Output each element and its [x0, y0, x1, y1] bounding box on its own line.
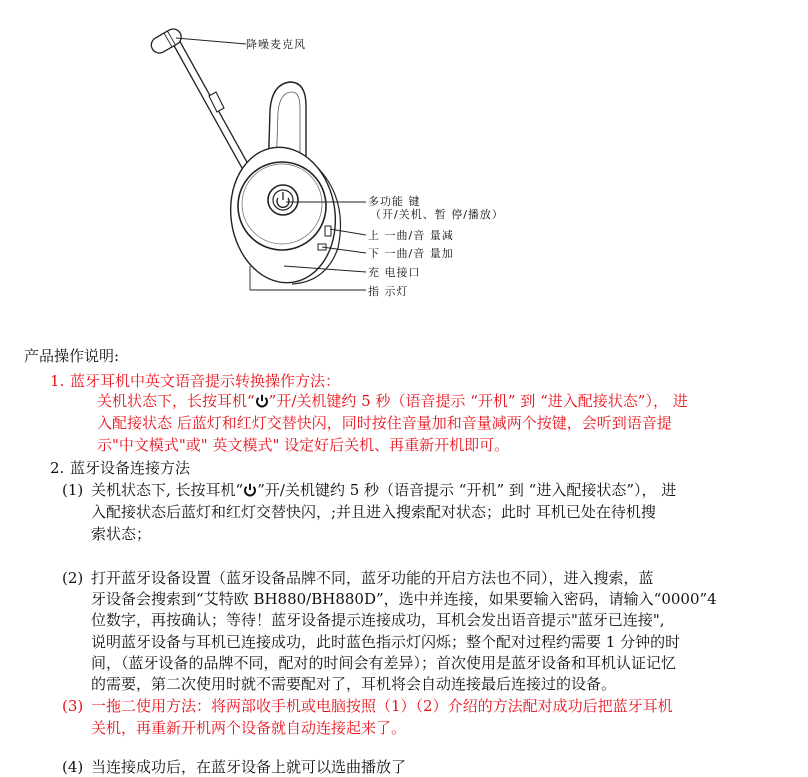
headset-diagram — [0, 0, 808, 320]
callout-mic: 降噪麦克风 — [246, 38, 306, 51]
text: ”开/关机键约 5 秒（语音提示 “开机” 到 “进入配接状态”）， 进 — [257, 481, 677, 499]
text: 关机状态下, 长按耳机“ — [91, 481, 244, 499]
step-2-line-1: 打开蓝牙设备设置（蓝牙设备品牌不同，蓝牙功能的开启方法也不同），进入搜索，蓝 — [91, 569, 654, 587]
section-1-number: 1. — [50, 372, 65, 390]
step-2-line-4: 说明蓝牙设备与耳机已连接成功，此时蓝色指示灯闪烁；整个配对过程约需要 1 分钟的时 — [91, 633, 681, 651]
step-1-line-2: 入配接状态后蓝灯和红灯交替快闪，;并且进入搜索配对状态；此时 耳机已处在待机搜 — [91, 503, 656, 521]
section-2-title: 蓝牙设备连接方法 — [70, 459, 191, 477]
text: 关机状态下，长按耳机“ — [97, 392, 255, 410]
step-2-number: (2) — [62, 569, 84, 587]
step-1-number: (1) — [62, 481, 84, 499]
step-2-line-5: 间，（蓝牙设备的品牌不同，配对的时间会有差异）；首次使用是蓝牙设备和耳机认证记忆 — [91, 654, 677, 672]
section-1-line-2: 入配接状态 后蓝灯和红灯交替快闪，同时按住音量加和音量减两个按键，会听到语音提 — [97, 414, 672, 432]
step-4-line-1: 当连接成功后，在蓝牙设备上就可以选曲播放了 — [91, 758, 407, 776]
step-1-line-3: 索状态； — [91, 525, 152, 543]
callout-indicator: 指 示灯 — [368, 285, 409, 298]
heading: 产品操作说明: — [24, 347, 120, 365]
callout-prev-vol-down: 上 一曲/音 量减 — [368, 229, 454, 242]
section-2-number: 2. — [50, 459, 65, 477]
power-icon — [243, 483, 257, 497]
callout-charge-port: 充 电接口 — [368, 266, 421, 279]
step-2-line-2: 牙设备会搜索到“艾特欧 BH880/BH880D”，选中并连接，如果要输入密码，请输入“0000”4 — [91, 590, 717, 608]
step-3-line-1: 一拖二使用方法：将两部收手机或电脑按照（1）（2）介绍的方法配对成功后把蓝牙耳机 — [91, 697, 673, 715]
section-1-line-1 — [97, 391, 688, 411]
step-4-number: (4) — [62, 758, 84, 776]
step-3-line-2: 关机，再重新开机两个设备就自动连接起来了。 — [91, 719, 407, 737]
text: ”开/关机键约 5 秒（语音提示 “开机” 到 “进入配接状态”）， 进 — [268, 392, 688, 410]
step-1-line-1 — [91, 480, 676, 500]
step-2-line-3: 位数字，再按确认；等待！蓝牙设备提示连接成功，耳机会发出语音提示"蓝牙已连接", — [91, 611, 665, 629]
section-1-line-3: 示"中文模式"或" 英文模式" 设定好后关机、再重新开机即可。 — [97, 436, 510, 454]
power-icon — [255, 394, 269, 408]
step-2-line-6: 的需要，第二次使用时就不需要配对了，耳机将会自动连接最后连接过的设备。 — [91, 675, 617, 693]
section-1-title: 蓝牙耳机中英文语音提示转换操作方法： — [70, 372, 341, 390]
step-3-number: (3) — [62, 697, 84, 715]
callout-next-vol-up: 下 一曲/音 量加 — [368, 247, 454, 260]
callout-multi-key-sub: （开/关机、暂 停/播放） — [370, 208, 504, 221]
callout-multi-key: 多功能 键 — [368, 195, 421, 208]
